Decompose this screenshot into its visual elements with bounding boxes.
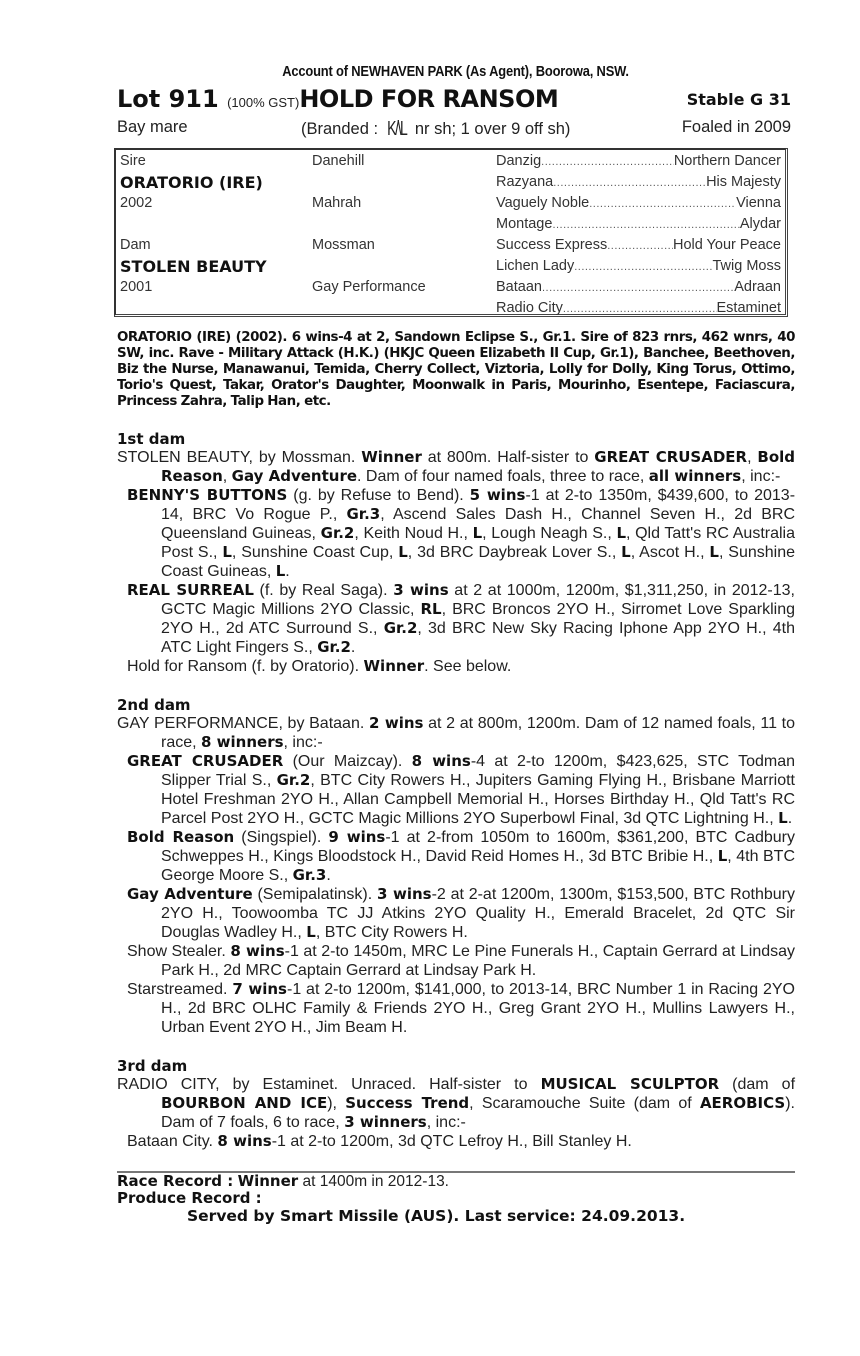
text-run: (g. by Refuse to Bend). xyxy=(287,487,470,504)
produce-record xyxy=(117,1190,795,1207)
progeny-entry xyxy=(117,1132,795,1151)
text-run: at 800m. Half-sister to xyxy=(421,449,595,466)
bold-highlight: Success Trend xyxy=(345,1094,470,1112)
text-run: -1 at 2-to 1450m, MRC Le Pine Funerals H., Captain Gerrard at Lindsay Park H., 2d MRC Captain Gerrard at Lindsay Park H. xyxy=(161,943,796,979)
text-run: -1 at 2-to 1350m, $439,600, to 2013-14, BRC Vo Rogue P., xyxy=(161,487,796,523)
text-run: , 3d BRC Daybreak Lover S., xyxy=(407,544,622,561)
text-run: RADIO CITY, by Estaminet. Unraced. Half-sister to xyxy=(117,1076,541,1093)
progeny-entry xyxy=(117,828,795,885)
text-run: . See below. xyxy=(424,658,512,675)
pedigree-col2: Mossman xyxy=(312,237,375,253)
pedigree-col1: Sire xyxy=(120,153,146,169)
progeny-entry xyxy=(117,752,795,828)
text-run: at 2 at 1000m, 1200m, $1,311,250, in 2012-13, GCTC Magic Millions 2YO Classic, xyxy=(161,582,795,618)
dam-section-title: 3rd dam xyxy=(117,1057,188,1075)
leader-dots xyxy=(574,256,712,278)
lot-title-line xyxy=(117,85,795,115)
dam-section-title: 2nd dam xyxy=(117,696,191,714)
bold-highlight: Winner xyxy=(363,657,425,675)
text-run: -2 at 2-at 1200m, 1300m, $153,500, BTC Rothbury 2YO H., Toowoomba TC JJ Atkins 2YO Quality H., Emerald Bracelet, 2d QTC Sir Douglas Wadley H., xyxy=(161,886,796,941)
lot-heading xyxy=(117,85,558,117)
bold-highlight: 9 wins xyxy=(328,828,386,846)
race-record-result: Winner xyxy=(237,1172,299,1190)
race-record xyxy=(117,1173,795,1190)
bold-highlight: 5 wins xyxy=(469,486,526,504)
text-run: , inc:- xyxy=(283,734,323,751)
text-run: , 4th BTC George Moore S., xyxy=(161,848,796,884)
bold-highlight: L xyxy=(778,809,788,827)
dam-sections xyxy=(117,430,795,1151)
produce-record-label: Produce Record : xyxy=(117,1189,262,1207)
text-run: , Qld Tatt's RC Australia Post S., xyxy=(161,525,795,561)
text-run: (dam of xyxy=(719,1076,796,1093)
bold-highlight: L xyxy=(616,524,626,542)
catalogue-page xyxy=(117,62,795,1225)
text-run: Bataan City. xyxy=(127,1133,218,1150)
pedigree-col2: Gay Performance xyxy=(312,279,426,295)
ancestor-sire: Lichen Lady xyxy=(496,258,575,274)
brand-description xyxy=(301,118,570,141)
leader-dots xyxy=(589,193,736,215)
dam-summary xyxy=(117,448,795,486)
text-run: -1 at 2-to 1200m, $141,000, to 2013-14, BRC Number 1 in Racing 2YO H., 2d BRC OLHC Family & Friends 2YO H., Greg Grant 2YO H., Mullins Lawyers H., Urban Event 2YO H., Jim Beam H. xyxy=(161,981,796,1036)
text-run: , BTC City Rowers H. xyxy=(315,924,468,941)
pedigree-col1: STOLEN BEAUTY xyxy=(120,257,267,276)
text-run: -4 at 2-to 1200m, $423,625, STC Todman Slipper Trial S., xyxy=(161,753,796,789)
progeny-entry xyxy=(117,581,795,657)
progeny-entry xyxy=(117,486,795,581)
bold-highlight: all winners xyxy=(648,467,742,485)
stable-location: Stable G 31 xyxy=(686,90,791,109)
text-run: Hold for Ransom (f. by Oratorio). xyxy=(127,658,364,675)
pedigree-col3 xyxy=(496,256,781,278)
text-run: (Our Maizcay). xyxy=(283,753,412,770)
race-record-label: Race Record : xyxy=(117,1172,234,1190)
race-record-detail: at 1400m in 2012-13. xyxy=(302,1173,449,1190)
lot-number: Lot 911 xyxy=(117,85,219,113)
sire-summary: ORATORIO (IRE) (2002). 6 wins-4 at 2, Sandown Eclipse S., Gr.1. Sire of 823 rnrs, 462 wnrs, 40 SW, inc. Rave - Military Attack (H.K.) (HKJC Queen Elizabeth II Cup, Gr.1), Banchee, Beethoven, Biz the Nurse, Manawanui, Temida, Cherry Collect, Viztoria, Lolly for Dolly, King Torus, Ottimo, Torio's Quest, Takar, Orator's Daughter, Moonwalk in Paris, Mourinho, Esentepe, Faciascura, Princess Zahra, Talip Han, etc. xyxy=(117,330,795,409)
text-run: . Dam of four named foals, three to race, xyxy=(357,468,649,485)
served-note: Served by Smart Missile (AUS). Last service: 24.09.2013. xyxy=(187,1207,686,1225)
bold-highlight: Gr.2 xyxy=(383,619,418,637)
pedigree-col3 xyxy=(496,193,781,215)
leader-dots xyxy=(563,298,717,320)
ancestor-grandsire: Alydar xyxy=(739,216,781,232)
text-run: , BRC Broncos 2YO H., Sirromet Love Sparkling 2YO H., 2d ATC Surround S., xyxy=(161,601,795,637)
pedigree-col1: Dam xyxy=(120,237,151,253)
brand-suffix: nr sh; 1 over 9 off sh) xyxy=(414,120,571,138)
ancestor-sire: Montage xyxy=(496,216,553,232)
bold-highlight: 8 winners xyxy=(201,733,284,751)
ancestor-sire: Success Express xyxy=(496,237,608,253)
bold-highlight: 8 wins xyxy=(217,1132,272,1150)
bold-highlight: L xyxy=(717,847,728,865)
brand-mark-icon: K/\L xyxy=(386,118,407,140)
ancestor-sire: Razyana xyxy=(496,174,554,190)
text-run: , xyxy=(222,468,232,485)
ancestor-grandsire: Adraan xyxy=(734,279,781,295)
progeny-entry xyxy=(117,980,795,1037)
text-run: , Ascend Sales Dash H., Channel Seven H., 2d BRC Queensland Guineas, xyxy=(161,506,795,542)
pedigree-col1: ORATORIO (IRE) xyxy=(120,173,263,192)
text-run: . xyxy=(285,563,290,580)
text-run: , Scaramouche Suite (dam of xyxy=(469,1095,700,1112)
bold-highlight: 3 wins xyxy=(376,885,432,903)
pedigree-col3 xyxy=(496,235,781,257)
bold-highlight: Gay Adventure xyxy=(231,467,358,485)
pedigree-col2: Mahrah xyxy=(312,195,362,211)
bold-highlight: MUSICAL SCULPTOR xyxy=(540,1075,720,1093)
pedigree-row xyxy=(116,151,785,172)
text-run: GAY PERFORMANCE, by Bataan. xyxy=(117,715,369,732)
bold-highlight: 3 winners xyxy=(344,1113,427,1131)
bold-highlight: BOURBON AND ICE xyxy=(161,1094,328,1112)
leader-dots xyxy=(541,151,674,173)
text-run: (Singspiel). xyxy=(234,829,329,846)
leader-dots xyxy=(607,235,673,257)
bold-highlight: 8 wins xyxy=(230,942,285,960)
text-run: . xyxy=(350,639,356,656)
text-run: -1 at 2-to 1200m, 3d QTC Lefroy H., Bill Stanley H. xyxy=(271,1133,632,1150)
pedigree-col3 xyxy=(496,277,781,299)
ancestor-sire: Radio City xyxy=(496,300,563,316)
pedigree-row xyxy=(116,235,785,256)
bold-highlight: Bold Reason xyxy=(127,828,235,846)
text-run: , Sunshine Coast Cup, xyxy=(231,544,399,561)
vendor-account-line: Account of NEWHAVEN PARK (As Agent), Boorowa, NSW. xyxy=(282,63,630,80)
text-run: , 3d BRC New Sky Racing Iphone App 2YO H., 4th ATC Light Fingers S., xyxy=(161,620,795,656)
pedigree-col1: 2001 xyxy=(120,279,153,295)
ancestor-grandsire: Twig Moss xyxy=(712,258,781,274)
text-run: Show Stealer. xyxy=(127,943,231,960)
text-run: , Lough Neagh S., xyxy=(482,525,617,542)
progeny-entry xyxy=(117,942,795,980)
foaled-year: Foaled in 2009 xyxy=(681,118,791,136)
text-run: STOLEN BEAUTY, by Mossman. xyxy=(117,449,362,466)
pedigree-table xyxy=(114,148,788,317)
bold-highlight: 8 wins xyxy=(411,752,471,770)
ancestor-grandsire: Estaminet xyxy=(716,300,781,316)
bold-highlight: GREAT CRUSADER xyxy=(594,448,748,466)
bold-highlight: L xyxy=(306,923,316,941)
bold-highlight: 3 wins xyxy=(393,581,449,599)
pedigree-row xyxy=(116,256,785,277)
pedigree-col3 xyxy=(496,151,781,173)
bold-highlight: Gr.2 xyxy=(276,771,311,789)
progeny-entry xyxy=(117,657,795,676)
text-run: , xyxy=(747,449,758,466)
text-run: Starstreamed. xyxy=(127,981,233,998)
text-run: (Semipalatinsk). xyxy=(252,886,377,903)
ancestor-sire: Vaguely Noble xyxy=(496,195,590,211)
ancestor-grandsire: His Majesty xyxy=(706,174,781,190)
pedigree-row xyxy=(116,298,785,319)
bold-highlight: L xyxy=(398,543,408,561)
bold-highlight: Gr.3 xyxy=(346,505,381,523)
leader-dots xyxy=(553,172,706,194)
bold-highlight: Gr.3 xyxy=(292,866,327,884)
bold-highlight: 7 wins xyxy=(232,980,287,998)
pedigree-col3 xyxy=(496,214,781,236)
bold-highlight: L xyxy=(472,524,483,542)
bold-highlight: Gr.2 xyxy=(317,638,351,656)
leader-dots xyxy=(542,277,734,299)
ancestor-sire: Bataan xyxy=(496,279,542,295)
pedigree-col1: 2002 xyxy=(120,195,153,211)
bold-highlight: BENNY'S BUTTONS xyxy=(127,486,288,504)
brand-prefix: (Branded : xyxy=(301,120,379,138)
text-run: , Sunshine Coast Guineas, xyxy=(161,544,795,580)
text-run: , inc:- xyxy=(426,1114,466,1131)
ancestor-sire: Danzig xyxy=(496,153,542,169)
bold-highlight: AEROBICS xyxy=(699,1094,786,1112)
pedigree-row xyxy=(116,277,785,298)
leader-dots xyxy=(552,214,739,236)
text-run: -1 at 2-from 1050m to 1600m, $361,200, BTC Cadbury Schweppes H., Kings Bloodstock H., David Reid Homes H., 3d BTC Bribie H., xyxy=(161,829,796,865)
text-run: , Ascot H., xyxy=(630,544,710,561)
text-run: ). Dam of 7 foals, 6 to race, xyxy=(161,1095,795,1131)
text-run: ), xyxy=(327,1095,346,1112)
text-run: , Keith Noud H., xyxy=(354,525,473,542)
progeny-entry xyxy=(117,885,795,942)
ancestor-grandsire: Vienna xyxy=(736,195,781,211)
bold-highlight: Bold Reason xyxy=(161,448,796,485)
bold-highlight: GREAT CRUSADER xyxy=(127,752,284,770)
text-run: . xyxy=(326,867,331,884)
pedigree-col2: Danehill xyxy=(312,153,365,169)
horse-name: HOLD FOR RANSOM xyxy=(299,85,559,113)
horse-description-line xyxy=(117,115,795,143)
text-run: at 2 at 800m, 1200m. Dam of 12 named foals, 11 to race, xyxy=(161,715,796,751)
pedigree-row xyxy=(116,193,785,214)
bold-highlight: L xyxy=(275,562,286,580)
pedigree-col3 xyxy=(496,298,781,320)
bold-highlight: L xyxy=(709,543,719,561)
bold-highlight: L xyxy=(621,543,631,561)
ancestor-grandsire: Hold Your Peace xyxy=(672,237,781,253)
bold-highlight: L xyxy=(222,543,232,561)
dam-summary xyxy=(117,714,795,752)
bold-highlight: RL xyxy=(420,600,442,618)
text-run: , BTC City Rowers H., Jupiters Gaming Flying H., Brisbane Marriott Hotel Freshman 2YO H., Allan Campbell Memorial H., Horses Birthday H., Qld Tatt's RC Parcel Post 2YO H., GCTC Magic Millions 2YO Superbowl Final, 3d QTC Lightning H., xyxy=(161,772,795,827)
text-run: (f. by Real Saga). xyxy=(253,582,394,599)
ancestor-grandsire: Northern Dancer xyxy=(673,153,781,169)
bold-highlight: Gay Adventure xyxy=(127,885,253,903)
bold-highlight: REAL SURREAL xyxy=(127,581,254,599)
bold-highlight: Winner xyxy=(361,448,422,466)
sex-colour: Bay mare xyxy=(117,118,188,136)
bold-highlight: 2 wins xyxy=(368,714,424,732)
pedigree-row xyxy=(116,172,785,193)
gst-note: (100% GST) xyxy=(227,95,300,110)
bold-highlight: Gr.2 xyxy=(320,524,355,542)
dam-section-title: 1st dam xyxy=(117,430,186,448)
text-run: . xyxy=(787,810,793,827)
dam-summary xyxy=(117,1075,795,1132)
text-run: , inc:- xyxy=(741,468,781,485)
pedigree-col3 xyxy=(496,172,781,194)
pedigree-row xyxy=(116,214,785,235)
